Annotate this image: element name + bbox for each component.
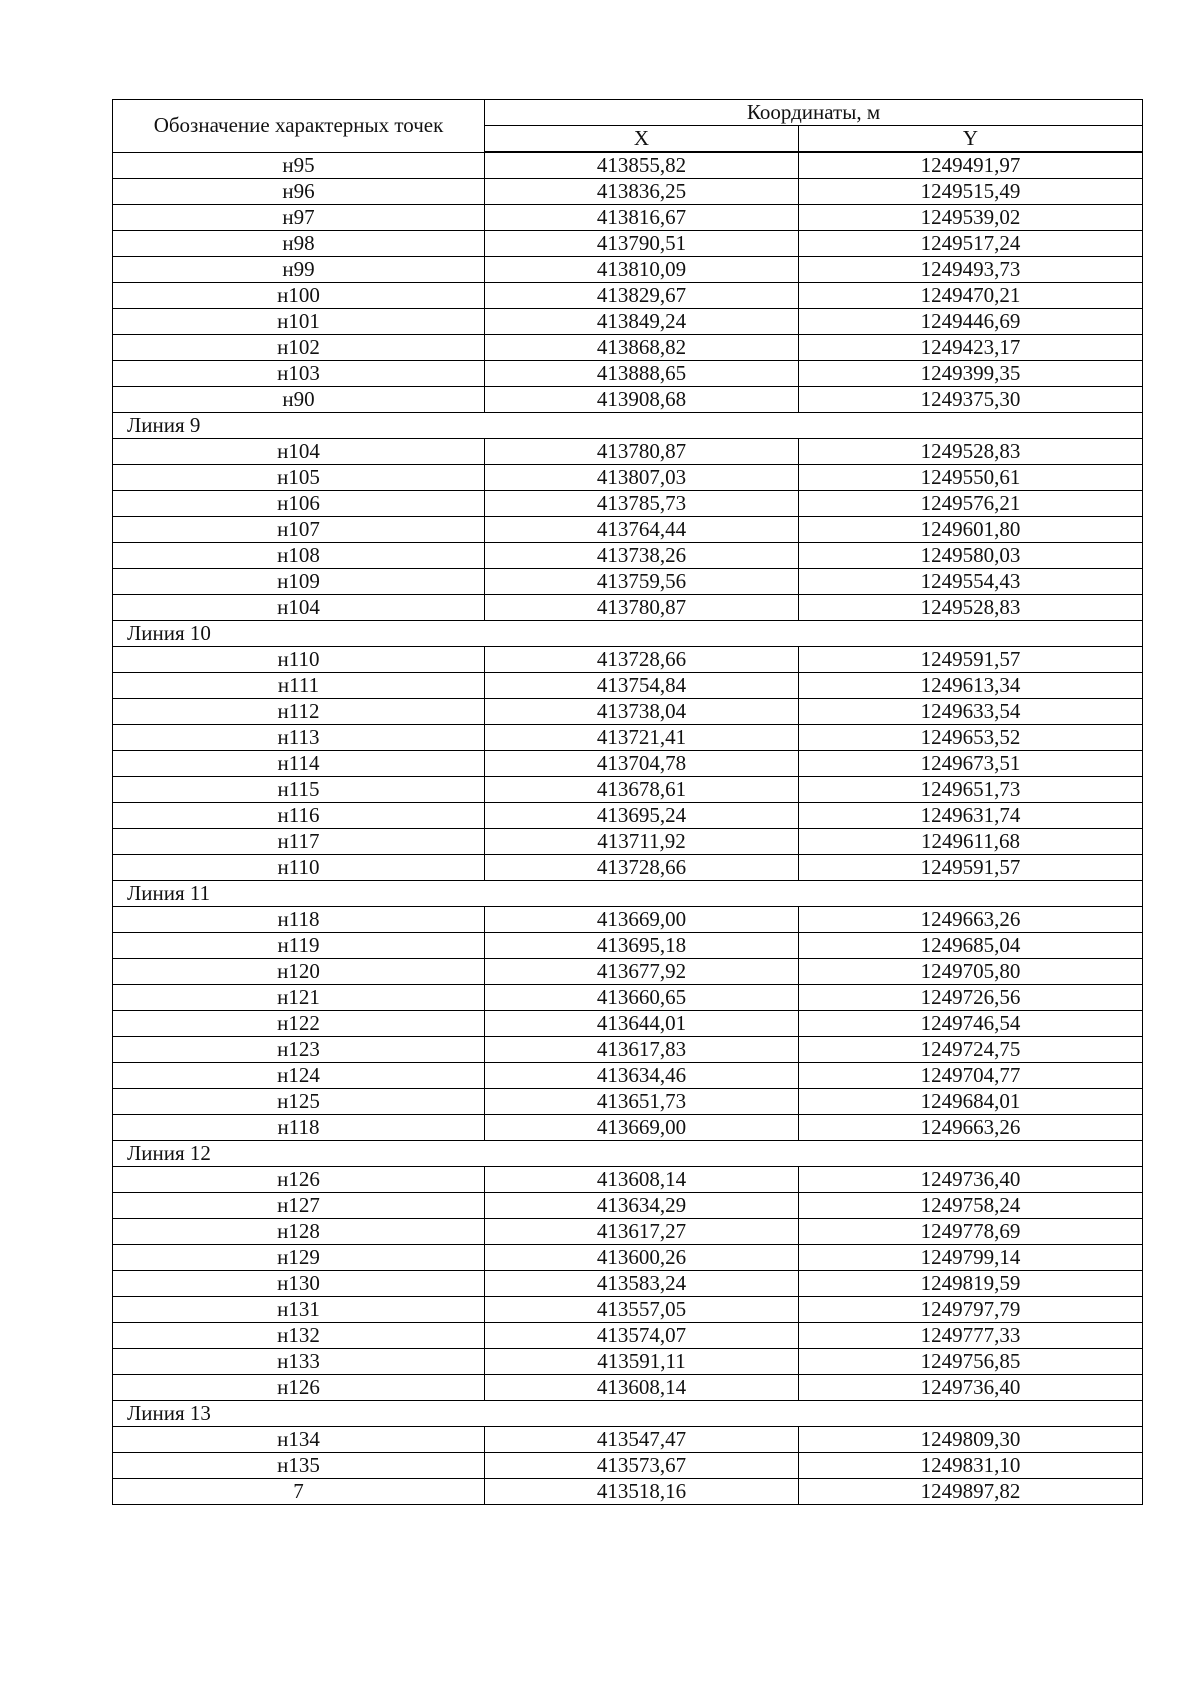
point-cell: н114 (113, 751, 485, 777)
x-coordinate-cell: 413695,18 (485, 933, 799, 959)
point-cell: н97 (113, 205, 485, 231)
x-coordinate-cell: 413557,05 (485, 1297, 799, 1323)
x-coordinate-cell: 413738,04 (485, 699, 799, 725)
x-coordinate-cell: 413547,47 (485, 1427, 799, 1453)
table-row (113, 803, 1143, 829)
x-coordinate-cell: 413695,24 (485, 803, 799, 829)
point-cell: н95 (113, 152, 485, 179)
x-coordinate-cell: 413669,00 (485, 1115, 799, 1141)
y-coordinate-cell: 1249726,56 (799, 985, 1143, 1011)
y-coordinate-cell: 1249663,26 (799, 907, 1143, 933)
y-coordinate-cell: 1249446,69 (799, 309, 1143, 335)
x-coordinate-cell: 413704,78 (485, 751, 799, 777)
table-row (113, 205, 1143, 231)
x-coordinate-cell: 413574,07 (485, 1323, 799, 1349)
y-coordinate-cell: 1249819,59 (799, 1271, 1143, 1297)
x-coordinate-cell: 413888,65 (485, 361, 799, 387)
point-cell: 7 (113, 1479, 485, 1505)
y-coordinate-cell: 1249631,74 (799, 803, 1143, 829)
table-row (113, 933, 1143, 959)
x-coordinate-cell: 413617,83 (485, 1037, 799, 1063)
x-coordinate-cell: 413728,66 (485, 647, 799, 673)
point-cell: н104 (113, 595, 485, 621)
point-cell: н110 (113, 855, 485, 881)
y-coordinate-cell: 1249797,79 (799, 1297, 1143, 1323)
section-row (113, 1141, 1143, 1167)
y-coordinate-cell: 1249778,69 (799, 1219, 1143, 1245)
table-row (113, 517, 1143, 543)
y-coordinate-cell: 1249736,40 (799, 1375, 1143, 1401)
point-cell: н125 (113, 1089, 485, 1115)
table-row (113, 751, 1143, 777)
y-coordinate-cell: 1249736,40 (799, 1167, 1143, 1193)
point-cell: н124 (113, 1063, 485, 1089)
point-cell: н106 (113, 491, 485, 517)
point-cell: н116 (113, 803, 485, 829)
point-cell: н102 (113, 335, 485, 361)
section-label: Линия 10 (113, 621, 1143, 647)
y-coordinate-cell: 1249685,04 (799, 933, 1143, 959)
x-coordinate-cell: 413634,29 (485, 1193, 799, 1219)
section-row (113, 621, 1143, 647)
point-cell: н119 (113, 933, 485, 959)
table-row (113, 257, 1143, 283)
x-coordinate-cell: 413908,68 (485, 387, 799, 413)
point-cell: н104 (113, 439, 485, 465)
y-coordinate-cell: 1249611,68 (799, 829, 1143, 855)
section-row (113, 413, 1143, 439)
point-cell: н108 (113, 543, 485, 569)
point-cell: н101 (113, 309, 485, 335)
table-row (113, 569, 1143, 595)
x-coordinate-cell: 413816,67 (485, 205, 799, 231)
y-coordinate-cell: 1249470,21 (799, 283, 1143, 309)
table-row (113, 231, 1143, 257)
table-row (113, 179, 1143, 205)
table-row (113, 907, 1143, 933)
table-row (113, 855, 1143, 881)
y-coordinate-cell: 1249653,52 (799, 725, 1143, 751)
point-cell: н98 (113, 231, 485, 257)
y-coordinate-cell: 1249576,21 (799, 491, 1143, 517)
point-cell: н133 (113, 1349, 485, 1375)
x-coordinate-cell: 413855,82 (485, 152, 799, 179)
y-coordinate-cell: 1249705,80 (799, 959, 1143, 985)
x-coordinate-cell: 413660,65 (485, 985, 799, 1011)
y-coordinate-cell: 1249528,83 (799, 595, 1143, 621)
table-row (113, 1375, 1143, 1401)
x-coordinate-cell: 413677,92 (485, 959, 799, 985)
y-column-header: Y (799, 126, 1143, 153)
x-coordinate-cell: 413780,87 (485, 595, 799, 621)
document-page (112, 99, 1142, 1505)
point-cell: н122 (113, 1011, 485, 1037)
table-row (113, 1349, 1143, 1375)
x-coordinate-cell: 413728,66 (485, 855, 799, 881)
x-coordinate-cell: 413754,84 (485, 673, 799, 699)
y-coordinate-cell: 1249399,35 (799, 361, 1143, 387)
x-coordinate-cell: 413785,73 (485, 491, 799, 517)
table-row (113, 1479, 1143, 1505)
x-coordinate-cell: 413669,00 (485, 907, 799, 933)
point-cell: н132 (113, 1323, 485, 1349)
x-coordinate-cell: 413678,61 (485, 777, 799, 803)
x-column-header: X (485, 126, 799, 153)
section-row (113, 881, 1143, 907)
table-row (113, 985, 1143, 1011)
point-cell: н118 (113, 907, 485, 933)
y-coordinate-cell: 1249601,80 (799, 517, 1143, 543)
section-label: Линия 9 (113, 413, 1143, 439)
x-coordinate-cell: 413810,09 (485, 257, 799, 283)
point-cell: н103 (113, 361, 485, 387)
point-cell: н128 (113, 1219, 485, 1245)
table-row (113, 699, 1143, 725)
table-row (113, 491, 1143, 517)
y-coordinate-cell: 1249809,30 (799, 1427, 1143, 1453)
y-coordinate-cell: 1249613,34 (799, 673, 1143, 699)
table-row (113, 1089, 1143, 1115)
y-coordinate-cell: 1249756,85 (799, 1349, 1143, 1375)
y-coordinate-cell: 1249550,61 (799, 465, 1143, 491)
table-body (113, 152, 1143, 1505)
x-coordinate-cell: 413591,11 (485, 1349, 799, 1375)
point-cell: н96 (113, 179, 485, 205)
point-cell: н126 (113, 1167, 485, 1193)
point-cell: н90 (113, 387, 485, 413)
y-coordinate-cell: 1249528,83 (799, 439, 1143, 465)
point-cell: н112 (113, 699, 485, 725)
y-coordinate-cell: 1249758,24 (799, 1193, 1143, 1219)
y-coordinate-cell: 1249591,57 (799, 647, 1143, 673)
table-row (113, 543, 1143, 569)
y-coordinate-cell: 1249651,73 (799, 777, 1143, 803)
table-row (113, 1167, 1143, 1193)
x-coordinate-cell: 413829,67 (485, 283, 799, 309)
x-coordinate-cell: 413738,26 (485, 543, 799, 569)
point-cell: н117 (113, 829, 485, 855)
y-coordinate-cell: 1249554,43 (799, 569, 1143, 595)
y-coordinate-cell: 1249799,14 (799, 1245, 1143, 1271)
y-coordinate-cell: 1249423,17 (799, 335, 1143, 361)
section-label: Линия 13 (113, 1401, 1143, 1427)
point-cell: н115 (113, 777, 485, 803)
table-row (113, 335, 1143, 361)
y-coordinate-cell: 1249897,82 (799, 1479, 1143, 1505)
x-coordinate-cell: 413518,16 (485, 1479, 799, 1505)
point-cell: н105 (113, 465, 485, 491)
point-cell: н121 (113, 985, 485, 1011)
table-row (113, 1115, 1143, 1141)
table-row (113, 1323, 1143, 1349)
x-coordinate-cell: 413617,27 (485, 1219, 799, 1245)
point-cell: н126 (113, 1375, 485, 1401)
y-coordinate-cell: 1249539,02 (799, 205, 1143, 231)
point-cell: н129 (113, 1245, 485, 1271)
x-coordinate-cell: 413807,03 (485, 465, 799, 491)
point-cell: н109 (113, 569, 485, 595)
table-row (113, 283, 1143, 309)
table-header (113, 100, 1143, 153)
table-row (113, 1193, 1143, 1219)
y-coordinate-cell: 1249517,24 (799, 231, 1143, 257)
point-cell: н134 (113, 1427, 485, 1453)
table-row (113, 1245, 1143, 1271)
x-coordinate-cell: 413849,24 (485, 309, 799, 335)
table-row (113, 465, 1143, 491)
table-row (113, 1037, 1143, 1063)
y-coordinate-cell: 1249493,73 (799, 257, 1143, 283)
point-cell: н131 (113, 1297, 485, 1323)
table-row (113, 361, 1143, 387)
y-coordinate-cell: 1249746,54 (799, 1011, 1143, 1037)
point-cell: н107 (113, 517, 485, 543)
table-row (113, 959, 1143, 985)
section-label: Линия 12 (113, 1141, 1143, 1167)
table-row (113, 673, 1143, 699)
y-coordinate-cell: 1249777,33 (799, 1323, 1143, 1349)
point-cell: н111 (113, 673, 485, 699)
table-row (113, 439, 1143, 465)
table-row (113, 309, 1143, 335)
y-coordinate-cell: 1249724,75 (799, 1037, 1143, 1063)
point-cell: н99 (113, 257, 485, 283)
x-coordinate-cell: 413721,41 (485, 725, 799, 751)
table-row (113, 647, 1143, 673)
table-row (113, 1453, 1143, 1479)
table-row (113, 1427, 1143, 1453)
y-coordinate-cell: 1249580,03 (799, 543, 1143, 569)
table-row (113, 1219, 1143, 1245)
point-cell: н123 (113, 1037, 485, 1063)
y-coordinate-cell: 1249704,77 (799, 1063, 1143, 1089)
section-label: Линия 11 (113, 881, 1143, 907)
y-coordinate-cell: 1249491,97 (799, 152, 1143, 179)
point-cell: н113 (113, 725, 485, 751)
point-cell: н127 (113, 1193, 485, 1219)
y-coordinate-cell: 1249515,49 (799, 179, 1143, 205)
y-coordinate-cell: 1249684,01 (799, 1089, 1143, 1115)
table-row (113, 152, 1143, 179)
x-coordinate-cell: 413790,51 (485, 231, 799, 257)
point-cell: н135 (113, 1453, 485, 1479)
y-coordinate-cell: 1249375,30 (799, 387, 1143, 413)
y-coordinate-cell: 1249831,10 (799, 1453, 1143, 1479)
table-row (113, 1297, 1143, 1323)
table-row (113, 595, 1143, 621)
coordinates-group-header: Координаты, м (485, 100, 1143, 126)
table-row (113, 777, 1143, 803)
x-coordinate-cell: 413600,26 (485, 1245, 799, 1271)
y-coordinate-cell: 1249663,26 (799, 1115, 1143, 1141)
table-row (113, 829, 1143, 855)
table-row (113, 1063, 1143, 1089)
x-coordinate-cell: 413634,46 (485, 1063, 799, 1089)
x-coordinate-cell: 413711,92 (485, 829, 799, 855)
x-coordinate-cell: 413764,44 (485, 517, 799, 543)
table-row (113, 1271, 1143, 1297)
point-cell: н110 (113, 647, 485, 673)
x-coordinate-cell: 413608,14 (485, 1167, 799, 1193)
x-coordinate-cell: 413583,24 (485, 1271, 799, 1297)
x-coordinate-cell: 413868,82 (485, 335, 799, 361)
x-coordinate-cell: 413644,01 (485, 1011, 799, 1037)
y-coordinate-cell: 1249673,51 (799, 751, 1143, 777)
table-row (113, 387, 1143, 413)
x-coordinate-cell: 413651,73 (485, 1089, 799, 1115)
x-coordinate-cell: 413608,14 (485, 1375, 799, 1401)
x-coordinate-cell: 413780,87 (485, 439, 799, 465)
coordinates-table (112, 99, 1143, 1505)
point-cell: н130 (113, 1271, 485, 1297)
point-cell: н120 (113, 959, 485, 985)
y-coordinate-cell: 1249633,54 (799, 699, 1143, 725)
x-coordinate-cell: 413573,67 (485, 1453, 799, 1479)
table-row (113, 725, 1143, 751)
point-cell: н100 (113, 283, 485, 309)
section-row (113, 1401, 1143, 1427)
x-coordinate-cell: 413836,25 (485, 179, 799, 205)
point-column-header: Обозначение характерных точек (113, 100, 485, 153)
y-coordinate-cell: 1249591,57 (799, 855, 1143, 881)
point-cell: н118 (113, 1115, 485, 1141)
table-row (113, 1011, 1143, 1037)
x-coordinate-cell: 413759,56 (485, 569, 799, 595)
